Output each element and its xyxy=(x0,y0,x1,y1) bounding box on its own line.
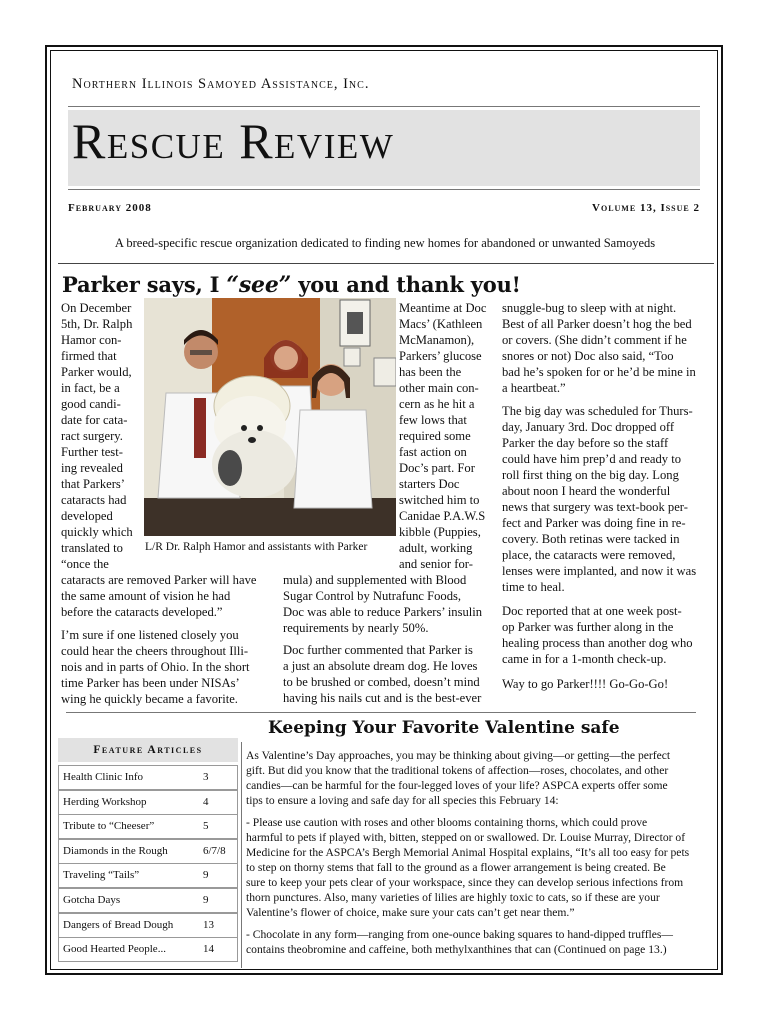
text-line: cataracts had xyxy=(61,493,127,507)
feature-article-name: Herding Workshop xyxy=(63,795,147,808)
text-line: developed xyxy=(61,509,113,523)
text-line: cern as he hit a xyxy=(399,397,475,411)
text-line: requirements by nearly 50%. xyxy=(283,621,429,635)
lead-col1-narrow xyxy=(61,300,133,572)
text-line: mula) and supplemented with Blood xyxy=(283,573,467,587)
text-line: Macs’ (Kathleen xyxy=(399,317,483,331)
text-line: came in for a 1-month check-up. xyxy=(502,652,667,666)
text-line: fast action on xyxy=(399,445,467,459)
text-line: Doc further commented that Parker is xyxy=(283,643,473,657)
text-line: required some xyxy=(399,429,471,443)
text-line: could have him prep’d and ready to xyxy=(502,452,682,466)
text-line: Further test- xyxy=(61,445,123,459)
lead-col1-paragraph2 xyxy=(61,627,250,707)
text-line: op Parker was further along in the xyxy=(502,620,674,634)
lead-col2-narrow xyxy=(399,300,486,572)
text-line: having his nails cut and is the best-ever xyxy=(283,691,482,705)
text-line: starters Doc xyxy=(399,477,460,491)
text-line: cataracts are removed Parker will have xyxy=(61,573,257,587)
text-line: could hear the cheers throughout Illi- xyxy=(61,644,249,658)
text-line: wing he quickly became a favorite. xyxy=(61,692,238,706)
text-line: Canidae P.A.W.S xyxy=(399,509,486,523)
text-line: McManamon), xyxy=(399,333,475,347)
lead-col3-paragraph3 xyxy=(502,603,693,667)
text-line: I’m sure if one listened closely you xyxy=(61,628,239,642)
text-line: sure to keep your pets clear of your workspace, since they can develop serious infections from xyxy=(246,876,684,889)
text-line: time Parker has been under NISAs’ xyxy=(61,676,240,690)
text-line: Doc’s part. For xyxy=(399,461,475,475)
text-line: Parker the day before so the staff xyxy=(502,436,669,450)
feature-article-name: Dangers of Bread Dough xyxy=(63,918,174,931)
text-line: nois and in parts of Ohio. In the short xyxy=(61,660,250,674)
feature-article-name: Tribute to “Cheeser” xyxy=(63,820,155,833)
text-line: candies—can be harmful for the four-legged loves of your life? ASPCA experts offer some xyxy=(246,779,668,792)
text-line: contains theobromine and caffeine, both methylxanthines that can (Continued on page 13.) xyxy=(246,943,667,956)
text-line: 5th, Dr. Ralph xyxy=(61,317,133,331)
text-line: fect and Parker was doing fine in re- xyxy=(502,516,686,530)
lead-headline: Parker says, I “see” you and thank you! xyxy=(62,272,521,298)
text-line: harmful to pets if played with, bitten, stepped on or swallowed. Dr. Louise Murray, Director of xyxy=(246,831,686,844)
text-line: Valentine’s flower of choice, make sure your cats can’t get near them.” xyxy=(246,906,575,919)
lead-col1-wide xyxy=(61,572,256,620)
text-line: Doc reported that at one week post- xyxy=(502,604,682,618)
feature-article-row xyxy=(58,765,238,790)
text-line: Hamor con- xyxy=(61,333,122,347)
feature-article-name: Diamonds in the Rough xyxy=(63,844,168,857)
text-line: Sugar Control by Nutrafunc Foods, xyxy=(283,589,462,603)
text-line: gift. But did you know that the traditional tokens of affection—roses, chocolates, and other xyxy=(246,764,669,777)
text-line: Doc was able to reduce Parkers’ insulin xyxy=(283,605,483,619)
masthead-rule-top xyxy=(68,106,700,107)
text-line: translated to xyxy=(61,541,123,555)
text-line: Medicine for the ASPCA’s Bergh Memorial Animal Hospital explains, “It’s all too easy for pets xyxy=(246,846,690,859)
text-line: to be brushed or combed, doesn’t mind xyxy=(283,675,480,689)
text-line: has been the xyxy=(399,365,462,379)
feature-article-page: 5 xyxy=(203,820,209,833)
text-line: The big day was scheduled for Thurs- xyxy=(502,404,693,418)
feature-article-page: 14 xyxy=(203,943,214,956)
text-line: a heartbeat.” xyxy=(502,381,566,395)
text-line: about noon I heard the wonderful xyxy=(502,484,671,498)
feature-article-row xyxy=(58,913,238,938)
text-line: a just an absolute dream dog. He loves xyxy=(283,659,478,673)
newsletter-title: Rescue Review xyxy=(72,113,395,169)
text-line: bad he’s spoken for or he’d be mine in xyxy=(502,365,696,379)
feature-article-name: Gotcha Days xyxy=(63,894,121,906)
text-line: Parkers’ glucose xyxy=(399,349,482,363)
text-line: ract surgery. xyxy=(61,429,123,443)
lead-col3-paragraph1 xyxy=(502,300,696,396)
feature-articles-title: Feature Articles xyxy=(58,738,238,762)
text-line: On December xyxy=(61,301,132,315)
issue-volume: Volume 13, Issue 2 xyxy=(592,202,700,214)
text-line: to step on thorny stems that fall to the ground as a flower arrangement is being created. Be xyxy=(246,861,666,874)
text-line: or covers. (She didn’t comment if he xyxy=(502,333,687,347)
column-divider xyxy=(241,742,242,968)
text-line: and senior for- xyxy=(399,557,473,571)
text-line: tips to ensure a loving and safe day for all species this February 14: xyxy=(246,794,559,807)
text-line: time to heal. xyxy=(502,580,565,594)
feature-article-row xyxy=(58,790,238,815)
feature-article-name: Health Clinic Info xyxy=(63,771,144,783)
text-line: quickly which xyxy=(61,525,133,539)
section-rule xyxy=(66,712,696,713)
feature-article-row xyxy=(58,937,238,962)
organization-name: Northern Illinois Samoyed Assistance, Inc. xyxy=(72,76,370,92)
text-line: ing revealed xyxy=(61,461,123,475)
text-line: - Please use caution with roses and other blooms containing thorns, which could prove xyxy=(246,816,648,829)
feature-article-row xyxy=(58,888,238,913)
feature-article-page: 3 xyxy=(203,771,209,783)
feature-article-page: 6/7/8 xyxy=(203,844,226,857)
issue-date: February 2008 xyxy=(68,202,152,214)
text-line: date for cata- xyxy=(61,413,128,427)
tagline: A breed-specific rescue organization dedicated to finding new homes for abandoned or unwanted Samoyeds xyxy=(114,236,656,250)
lead-col3-paragraph4 xyxy=(502,676,668,692)
valentine-paragraph3 xyxy=(246,927,714,957)
text-line: kibble (Puppies, xyxy=(399,525,481,539)
feature-article-name: Traveling “Tails” xyxy=(63,869,140,882)
feature-article-page: 9 xyxy=(203,894,209,906)
text-line: roll first thing on the big day. Long xyxy=(502,468,679,482)
text-line: switched him to xyxy=(399,493,480,507)
text-line: the same amount of vision he had xyxy=(61,589,231,603)
text-line: few lows that xyxy=(399,413,467,427)
lead-col2-wide xyxy=(283,572,482,636)
feature-article-page: 4 xyxy=(203,795,209,808)
text-line: firmed that xyxy=(61,349,117,363)
text-line: adult, working xyxy=(399,541,473,555)
vet-team-photo xyxy=(144,298,396,536)
photo-caption: L/R Dr. Ralph Hamor and assistants with Parker xyxy=(145,541,368,553)
text-line: Meantime at Doc xyxy=(399,301,487,315)
feature-article-page: 9 xyxy=(203,869,209,882)
feature-article-row xyxy=(58,814,238,839)
feature-article-name: Good Hearted People... xyxy=(63,943,166,956)
feature-article-row xyxy=(58,839,238,864)
feature-article-page: 13 xyxy=(203,918,214,931)
text-line: As Valentine’s Day approaches, you may be thinking about giving—or getting—the perfect xyxy=(246,749,671,762)
text-line: Parker would, xyxy=(61,365,132,379)
text-line: news that surgery was text-book per- xyxy=(502,500,688,514)
valentine-paragraph1 xyxy=(246,748,714,808)
text-line: Best of all Parker doesn’t hog the bed xyxy=(502,317,692,331)
text-line: before the cataracts developed.” xyxy=(61,605,223,619)
valentine-paragraph2 xyxy=(246,815,714,920)
text-line: place, the cataracts were removed, xyxy=(502,548,676,562)
tagline-rule xyxy=(58,263,714,264)
text-line: snuggle-bug to sleep with at night. xyxy=(502,301,677,315)
text-line: lenses were implanted, and now it was xyxy=(502,564,697,578)
text-line: Way to go Parker!!!! Go-Go-Go! xyxy=(502,677,669,691)
text-line: healing process than another dog who xyxy=(502,636,693,650)
text-line: other main con- xyxy=(399,381,479,395)
lead-col3-paragraph2 xyxy=(502,403,696,595)
text-line: “once the xyxy=(61,557,109,571)
text-line: day, January 3rd. Doc dropped off xyxy=(502,420,675,434)
text-line: thorn punctures. Also, many varieties of lilies are highly toxic to cats, so if these are your xyxy=(246,891,660,904)
text-line: in fact, be a xyxy=(61,381,120,395)
text-line: good candi- xyxy=(61,397,121,411)
text-line: covery. Both retinas were tacked in xyxy=(502,532,680,546)
valentine-headline: Keeping Your Favorite Valentine safe xyxy=(268,718,620,738)
text-line: snores or not) Doc also said, “Too xyxy=(502,349,674,363)
feature-article-row xyxy=(58,863,238,888)
lead-col2-paragraph2 xyxy=(283,642,481,706)
text-line: - Chocolate in any form—ranging from one-ounce baking squares to hand-dipped truffles— xyxy=(246,928,674,941)
text-line: that Parkers’ xyxy=(61,477,125,491)
masthead-rule-bottom xyxy=(68,189,700,190)
